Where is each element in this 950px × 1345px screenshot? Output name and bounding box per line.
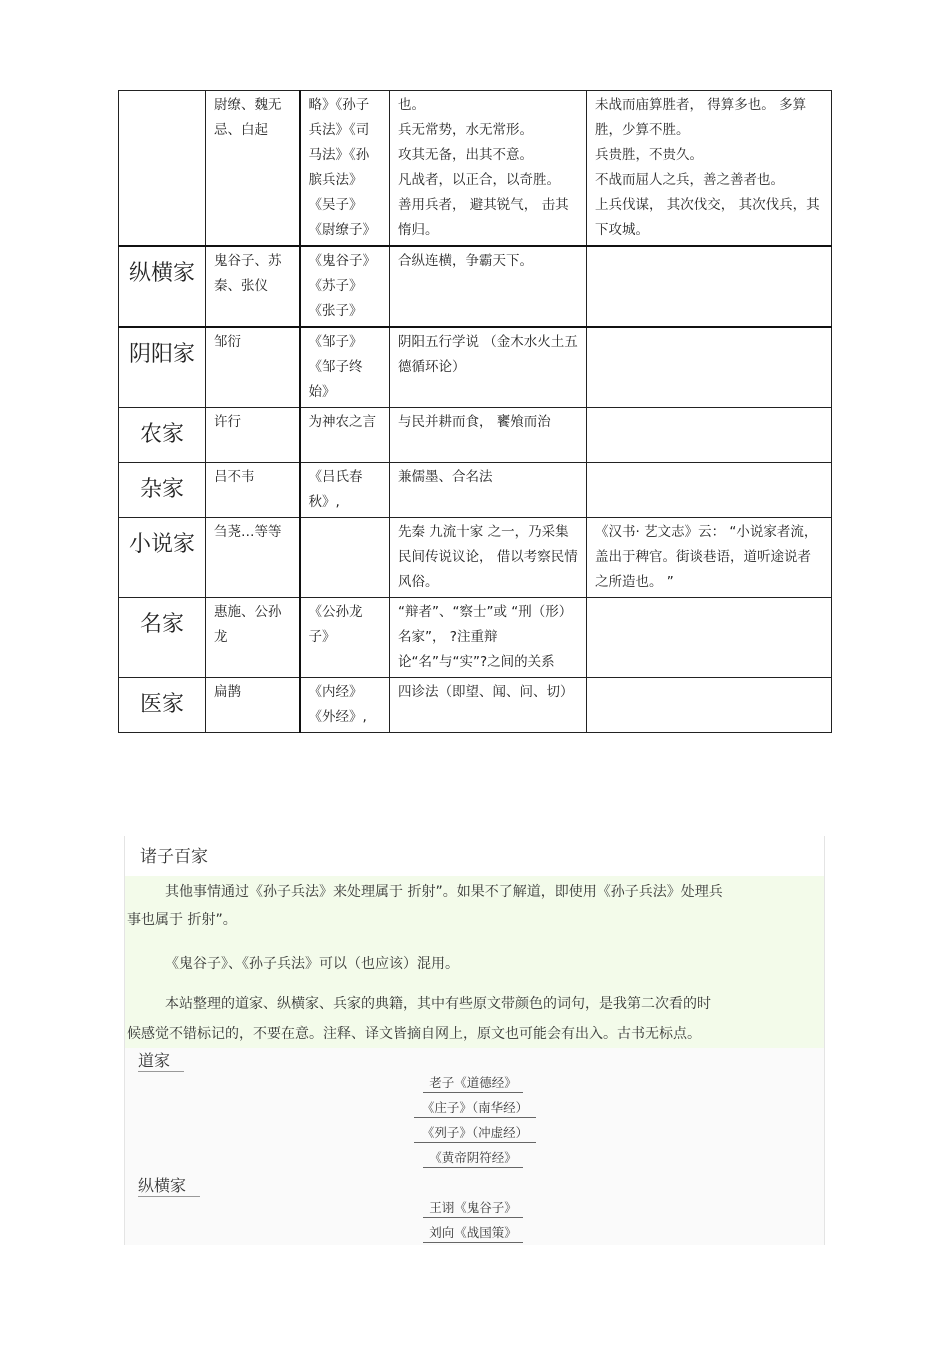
table-row — [119, 678, 832, 733]
table-row — [119, 408, 832, 463]
school-name-cell: 名家 — [119, 598, 206, 678]
school-name-cell: 杂家 — [119, 463, 206, 518]
people-cell: 惠施、公孙龙 — [206, 598, 300, 678]
schools-table — [118, 90, 832, 733]
notes-cell: 未战而庙算胜者， 得算多也。 多算胜，少算不胜。 兵贵胜，不贵久。 不战而屈人之兵，善之善者也。 上兵伐谋， 其次伐交， 其次伐兵，其下攻城。 — [587, 91, 832, 247]
notes-cell — [587, 408, 832, 463]
link-zhanguoce[interactable]: 刘向《战国策》 — [423, 1224, 523, 1243]
link-yinfujing[interactable]: 《黄帝阴符经》 — [423, 1149, 523, 1168]
people-cell: 许行 — [206, 408, 300, 463]
people-cell: 邹衍 — [206, 327, 300, 408]
intro-block — [124, 876, 825, 1048]
school-name-cell: 纵横家 — [119, 246, 206, 327]
notes-cell — [587, 463, 832, 518]
category-title-zonghengjia: 纵横家 — [138, 1176, 200, 1197]
paragraph-3-line-1: 本站整理的道家、纵横家、兵家的典籍，其中有些原文带颜色的词句，是我第二次看的时 — [165, 996, 711, 1012]
table-row — [119, 91, 832, 247]
table-row — [119, 598, 832, 678]
notes-cell: 《汉书· 艺文志》云： “小说家者流，盖出于稗官。街谈巷语，道听途说者之所造也。 ” — [587, 518, 832, 598]
paragraph-1-line-1: 其他事情通过《孙子兵法》来处理属于 折射”。如果不了解道，即使用《孙子兵法》处理兵 — [165, 884, 723, 900]
people-cell: 鬼谷子、苏秦、张仪 — [206, 246, 300, 327]
people-cell: 扁鹊 — [206, 678, 300, 733]
ideas-cell: 阴阳五行学说 （金木水火土五德循环论） — [390, 327, 587, 408]
notes-cell — [587, 598, 832, 678]
link-daodejing[interactable]: 老子《道德经》 — [423, 1074, 523, 1093]
ideas-cell: 先秦 九流十家 之一，乃采集民间传说议论， 借以考察民情风俗。 — [390, 518, 587, 598]
books-cell: 《邹子》《邹子终始》 — [300, 327, 390, 408]
paragraph-3-line-2: 候感觉不错标记的，不要在意。注释、译文皆摘自网上，原文也可能会有出入。古书无标点。 — [127, 1026, 701, 1042]
ideas-cell: “辩者”、“察士”或 “刑（形）名家”， ?注重辩论“名”与“实”?之间的关系 — [390, 598, 587, 678]
people-cell: 吕不韦 — [206, 463, 300, 518]
table-row — [119, 463, 832, 518]
category-title-daojia: 道家 — [138, 1051, 184, 1072]
school-name-cell: 小说家 — [119, 518, 206, 598]
books-cell: 略》《孙子兵法》《司马法》《孙膑兵法》《吴子》《尉缭子》 — [300, 91, 390, 247]
ideas-cell: 与民并耕而食， 饔飧而治 — [390, 408, 587, 463]
paragraph-2: 《鬼谷子》、《孙子兵法》可以（也应该）混用。 — [165, 956, 459, 972]
link-zhuangzi[interactable]: 《庄子》（南华经） — [414, 1099, 536, 1118]
school-name-cell — [119, 91, 206, 247]
section-title: 诸子百家 — [140, 847, 208, 867]
notes-cell — [587, 678, 832, 733]
table-row — [119, 327, 832, 408]
link-liezi[interactable]: 《列子》（冲虚经） — [414, 1124, 536, 1143]
school-name-cell: 阴阳家 — [119, 327, 206, 408]
books-cell: 《鬼谷子》《苏子》《张子》 — [300, 246, 390, 327]
books-cell: 《公孙龙子》 — [300, 598, 390, 678]
notes-cell — [587, 246, 832, 327]
books-cell — [300, 518, 390, 598]
ideas-cell: 合纵连横，争霸天下。 — [390, 246, 587, 327]
catalog-block — [124, 1048, 825, 1245]
link-guiguzi[interactable]: 王诩《鬼谷子》 — [423, 1199, 523, 1218]
ideas-cell: 四诊法（即望、闻、问、切） — [390, 678, 587, 733]
books-cell: 《吕氏春秋》, — [300, 463, 390, 518]
people-cell: 刍荛…等等 — [206, 518, 300, 598]
books-cell: 为神农之言 — [300, 408, 390, 463]
notes-cell — [587, 327, 832, 408]
ideas-cell: 兼儒墨、合名法 — [390, 463, 587, 518]
school-name-cell: 医家 — [119, 678, 206, 733]
school-name-cell: 农家 — [119, 408, 206, 463]
ideas-cell: 也。 兵无常势，水无常形。 攻其无备，出其不意。 凡战者，以正合，以奇胜。 善用兵者， 避其锐气， 击其惰归。 — [390, 91, 587, 247]
table-row — [119, 246, 832, 327]
books-cell: 《内经》《外经》, — [300, 678, 390, 733]
section-title-bar — [124, 836, 825, 876]
paragraph-1-line-2: 事也属于 折射”。 — [127, 912, 237, 928]
people-cell: 尉缭、魏无忌、白起 — [206, 91, 300, 247]
table-row — [119, 518, 832, 598]
